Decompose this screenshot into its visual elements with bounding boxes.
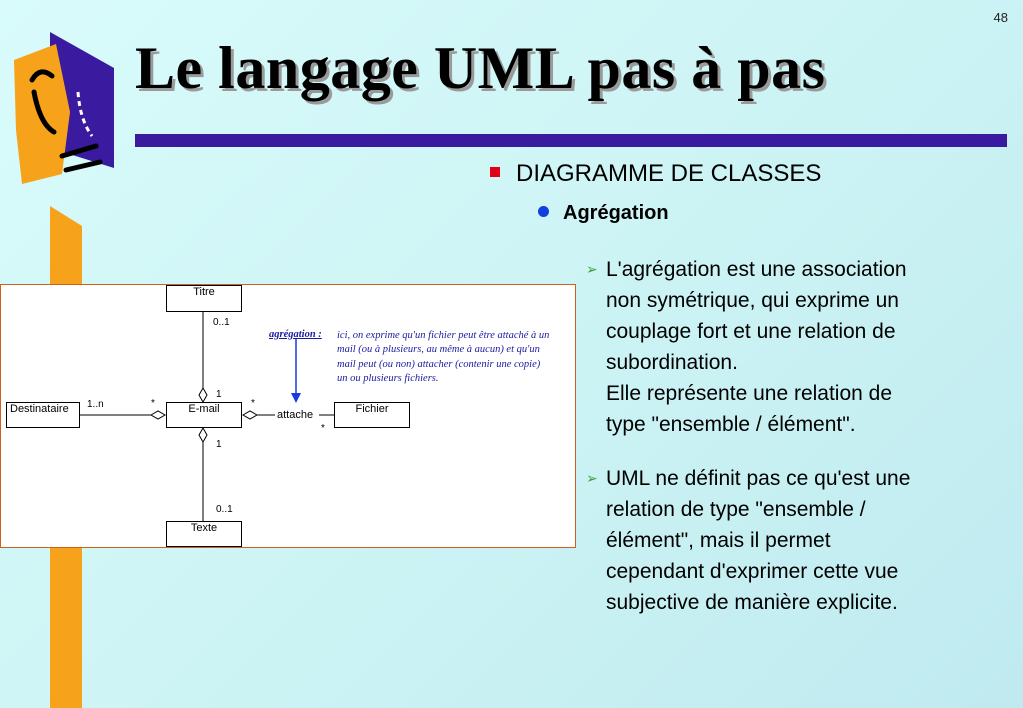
text-line: relation de type "ensemble / [606, 498, 866, 521]
multiplicity-label: * [321, 423, 325, 434]
class-name: Destinataire [10, 403, 69, 415]
paragraph-2 [586, 463, 1006, 618]
title-underline-bar [135, 134, 1007, 147]
note-line: un ou plusieurs fichiers. [337, 373, 439, 385]
class-fichier [334, 402, 410, 428]
multiplicity-label: 1 [216, 439, 222, 450]
paragraph-text [606, 463, 1006, 618]
text-line: couplage fort et une relation de [606, 320, 896, 343]
multiplicity-label: 1 [216, 389, 222, 400]
multiplicity-label: 0..1 [216, 504, 233, 515]
note-line: ici, on exprime qu'un fichier peut être attaché à un [337, 330, 550, 341]
paragraph-1 [586, 254, 1006, 440]
class-name: Fichier [355, 403, 389, 415]
page-title: Le langage UML pas à pas [135, 35, 826, 101]
aggregation-diamond-right [243, 411, 257, 419]
multiplicity-label: 0..1 [213, 317, 230, 328]
subsection-heading: Agrégation [563, 202, 669, 224]
square-bullet-icon [490, 167, 500, 177]
association-label: attache [277, 409, 314, 421]
arrow-bullet-icon: ➢ [586, 470, 598, 486]
note-line: mail peut (ou non) attacher (contenir une copie) [337, 358, 541, 370]
class-name: E-mail [188, 403, 220, 415]
text-line: cependant d'exprimer cette vue [606, 560, 899, 583]
text-line: Elle représente une relation de [606, 382, 893, 405]
class-email [166, 402, 242, 428]
class-texte [166, 521, 242, 547]
class-name: Titre [193, 286, 215, 298]
paragraph-text [606, 254, 1006, 440]
multiplicity-label: 1..n [87, 399, 104, 410]
text-line: subjective de manière explicite. [606, 591, 898, 614]
uml-class-diagram [0, 284, 576, 548]
level1-item [490, 160, 821, 188]
arrow-bullet-icon: ➢ [586, 261, 598, 277]
note-label: agrégation : [269, 329, 322, 340]
note-text [337, 329, 576, 387]
text-line: UML ne définit pas ce qu'est une [606, 467, 911, 490]
aggregation-diamond-top [199, 388, 207, 402]
text-line: non symétrique, qui exprime un [606, 289, 899, 312]
aggregation-diamond-left [151, 411, 165, 419]
class-titre [166, 285, 242, 312]
class-name: Texte [190, 522, 218, 534]
multiplicity-label: * [151, 398, 155, 409]
multiplicity-label: * [251, 398, 255, 409]
text-line: L'agrégation est une association [606, 258, 907, 281]
text-line: type "ensemble / élément". [606, 413, 856, 436]
slide-number: 48 [993, 10, 1008, 25]
aggregation-diamond-bottom [199, 428, 207, 442]
note-line: mail (ou à plusieurs, au même à aucun) et qu'un [337, 344, 540, 356]
level2-item [538, 202, 669, 225]
text-line: élément", mais il permet [606, 529, 831, 552]
round-bullet-icon [538, 206, 549, 217]
note-arrow-head [291, 393, 301, 403]
text-line: subordination. [606, 351, 738, 374]
section-heading: DIAGRAMME DE CLASSES [516, 160, 822, 187]
class-destinataire [6, 402, 80, 428]
